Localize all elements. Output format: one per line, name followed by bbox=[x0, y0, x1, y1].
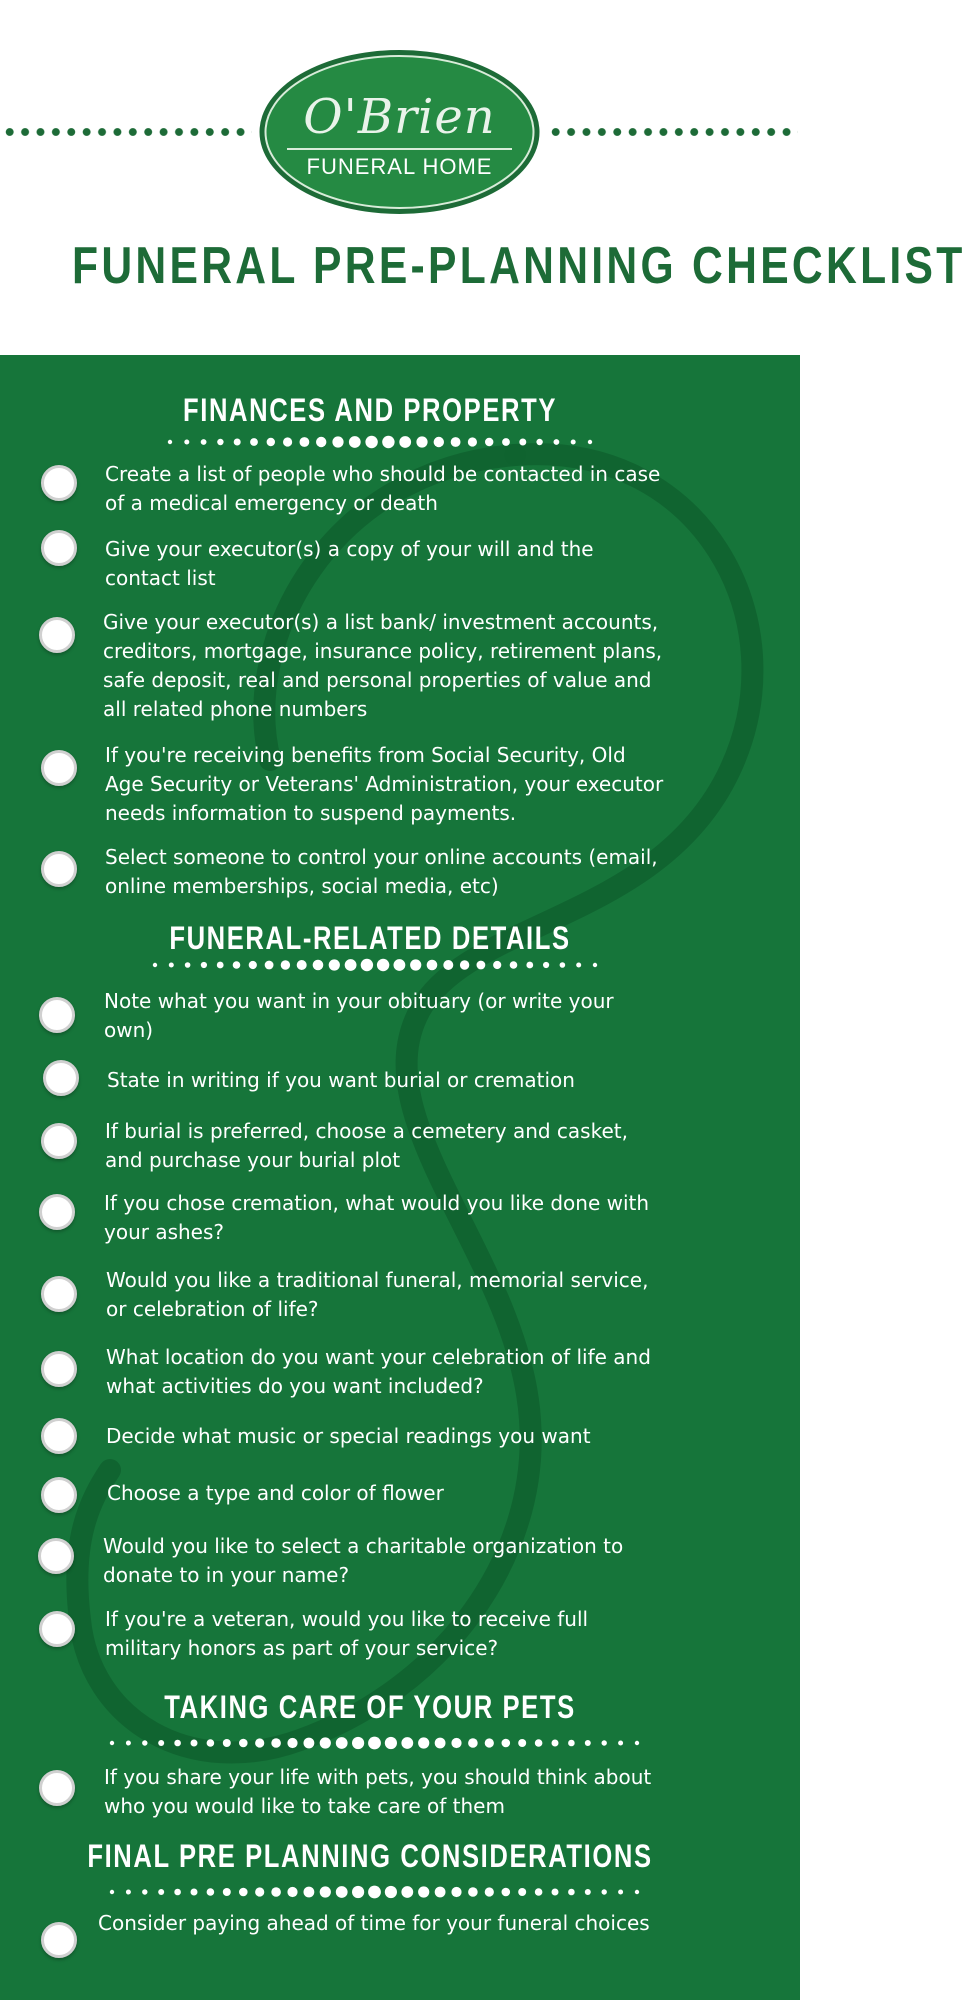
header bbox=[0, 0, 966, 355]
logo-subtitle: FUNERAL HOME bbox=[306, 154, 493, 179]
checkbox-circle[interactable] bbox=[39, 1194, 75, 1230]
checkbox-circle[interactable] bbox=[39, 1611, 75, 1647]
checkbox-circle[interactable] bbox=[41, 1351, 77, 1387]
checklist-item-label: If you're receiving benefits from Social Security, Old Age Security or Veterans' Administration, your executor needs information to suspend payments. bbox=[105, 743, 664, 825]
checkbox-circle[interactable] bbox=[41, 1123, 77, 1159]
checklist-item-label: State in writing if you want burial or cremation bbox=[107, 1068, 575, 1092]
checklist-item-label: Choose a type and color of flower bbox=[107, 1481, 444, 1505]
checklist-item-label: Consider paying ahead of time for your funeral choices bbox=[98, 1911, 650, 1935]
swirl-decoration-icon bbox=[0, 355, 800, 2000]
checklist-item-label: Give your executor(s) a list bank/ investment accounts, creditors, mortgage, insurance policy, retirement plans, safe deposit, real and personal properties of value and all related phone numbers bbox=[103, 610, 663, 721]
checklist-item-label: Decide what music or special readings you want bbox=[106, 1424, 591, 1448]
header-dotted-divider-left bbox=[2, 127, 252, 137]
checklist-item-label: If you share your life with pets, you should think about who you would like to take care of them bbox=[104, 1765, 652, 1818]
checkbox-circle[interactable] bbox=[41, 750, 77, 786]
checkbox-circle[interactable] bbox=[39, 997, 75, 1033]
checkbox-circle[interactable] bbox=[39, 617, 75, 653]
checklist-item-label: Would you like a traditional funeral, memorial service, or celebration of life? bbox=[106, 1268, 649, 1321]
section-title: FUNERAL-RELATED DETAILS bbox=[169, 920, 571, 956]
checkbox-circle[interactable] bbox=[43, 1060, 79, 1096]
checkbox-circle[interactable] bbox=[41, 851, 77, 887]
checklist-item-label: Give your executor(s) a copy of your will and the contact list bbox=[105, 537, 594, 590]
section-dotted-divider bbox=[170, 434, 590, 450]
checklist-item-label: If you're a veteran, would you like to receive full military honors as part of your service? bbox=[105, 1607, 589, 1660]
checklist-item-label: Create a list of people who should be contacted in case of a medical emergency or death bbox=[105, 462, 661, 515]
section-dotted-divider bbox=[155, 957, 595, 973]
checkbox-circle[interactable] bbox=[41, 1922, 77, 1958]
header-dotted-divider-right bbox=[548, 127, 798, 137]
section-title: FINAL PRE PLANNING CONSIDERATIONS bbox=[87, 1838, 653, 1874]
checklist-item-label: What location do you want your celebration of life and what activities do you want included? bbox=[106, 1345, 651, 1398]
checklist-item-label: If you chose cremation, what would you like done with your ashes? bbox=[104, 1191, 650, 1244]
checkbox-circle[interactable] bbox=[41, 1477, 77, 1513]
checkbox-circle[interactable] bbox=[41, 530, 77, 566]
section-title: TAKING CARE OF YOUR PETS bbox=[164, 1689, 576, 1725]
checkbox-circle[interactable] bbox=[41, 1418, 77, 1454]
checkbox-circle[interactable] bbox=[38, 1538, 74, 1574]
checklist-item-label: Would you like to select a charitable organization to donate to in your name? bbox=[103, 1534, 624, 1587]
checklist-item-label: Note what you want in your obituary (or write your own) bbox=[104, 989, 614, 1042]
section-dotted-divider bbox=[112, 1884, 637, 1900]
page-title: FUNERAL PRE-PLANNING CHECKLIST bbox=[72, 237, 966, 295]
checkbox-circle[interactable] bbox=[41, 1276, 77, 1312]
checklist-item-label: If burial is preferred, choose a cemetery and casket, and purchase your burial plot bbox=[105, 1119, 628, 1172]
section-title: FINANCES AND PROPERTY bbox=[182, 392, 558, 428]
logo-script-text: O'Brien bbox=[303, 89, 496, 145]
checklist-item-label: Select someone to control your online accounts (email, online memberships, social media, etc) bbox=[105, 845, 658, 898]
section-dotted-divider bbox=[112, 1735, 637, 1751]
logo bbox=[257, 47, 542, 217]
checkbox-circle[interactable] bbox=[41, 465, 77, 501]
checkbox-circle[interactable] bbox=[39, 1770, 75, 1806]
